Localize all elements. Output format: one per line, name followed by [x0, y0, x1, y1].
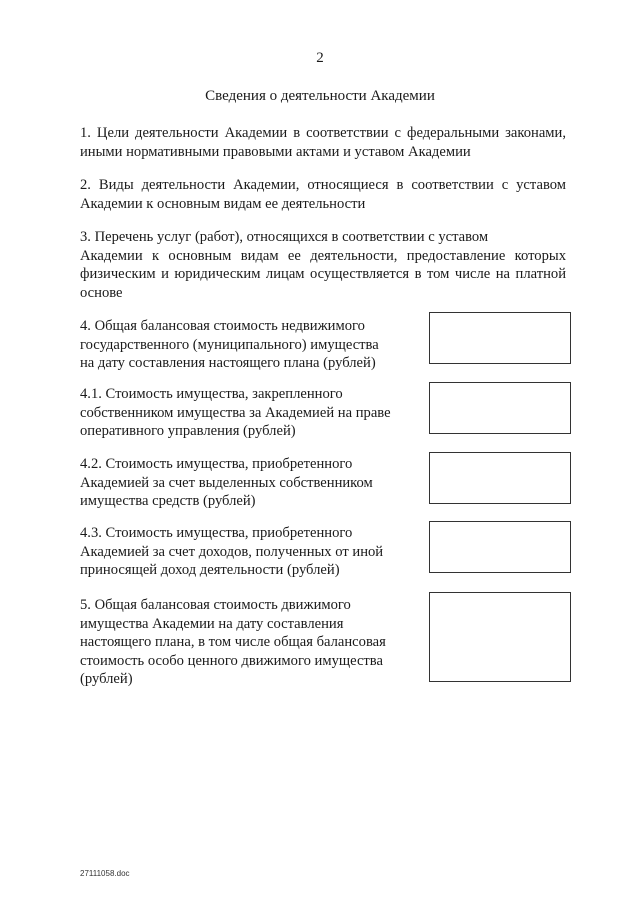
item-income-activity-value-line-2: Академией за счет доходов, полученных от иной [80, 543, 384, 560]
item-operational-management-value-line-2: собственником имущества за Академией на праве [80, 404, 391, 421]
item-income-activity-value [80, 524, 410, 580]
item-owner-funds-value-line-2: Академией за счет выделенных собственником [80, 474, 373, 491]
section-services [80, 228, 566, 302]
page-number: 2 [316, 50, 324, 66]
item-real-estate-value-line-1: 4. Общая балансовая стоимость недвижимого [80, 318, 365, 334]
section-activity-types-line-2-text: Академии к основным видам ее деятельности [80, 195, 366, 212]
section-services-line-4 [80, 284, 566, 303]
section-services-line-1: 3. Перечень услуг (работ), относящихся в соответствии с уставом [80, 229, 489, 245]
item-owner-funds-value [80, 455, 410, 511]
item-movable-property-value-line-2: имущества Академии на дату составления [80, 615, 344, 632]
income-activity-value-box[interactable] [429, 521, 571, 573]
item-owner-funds-value-line-1: 4.2. Стоимость имущества, приобретенного [80, 456, 353, 472]
item-movable-property-value-line-4: стоимость особо ценного движимого имущества [80, 652, 383, 669]
operational-management-value-box[interactable] [429, 382, 571, 434]
section-services-line-4-text: основе [80, 284, 123, 301]
section-goals [80, 124, 566, 161]
document-title: Сведения о деятельности Академии [205, 88, 435, 104]
item-movable-property-value-line-5: (рублей) [80, 671, 133, 687]
item-owner-funds-value-line-3: имущества средств (рублей) [80, 493, 256, 509]
document-filename: 27111058.doc [80, 869, 130, 878]
item-income-activity-value-line-3: приносящей доход деятельности (рублей) [80, 562, 340, 578]
section-services-line-2: Академии к основным видам ее деятельности, предоставление которых [80, 247, 566, 264]
item-real-estate-value [80, 317, 410, 373]
item-operational-management-value [80, 385, 410, 441]
item-operational-management-value-line-1: 4.1. Стоимость имущества, закрепленного [80, 386, 343, 402]
item-real-estate-value-line-3: на дату составления настоящего плана (рублей) [80, 355, 376, 371]
real-estate-value-box[interactable] [429, 312, 571, 364]
owner-funds-value-box[interactable] [429, 452, 571, 504]
section-goals-line-2-text: иными нормативными правовыми актами и уставом Академии [80, 143, 471, 160]
item-real-estate-value-line-2: государственного (муниципального) имущества [80, 336, 379, 353]
section-activity-types-line-1: 2. Виды деятельности Академии, относящиеся в соответствии с уставом [80, 177, 566, 193]
section-activity-types [80, 176, 566, 213]
section-activity-types-line-2 [80, 195, 566, 214]
movable-property-value-box[interactable] [429, 592, 571, 682]
item-movable-property-value [80, 596, 410, 689]
section-goals-line-1: 1. Цели деятельности Академии в соответствии с федеральными законами, [80, 125, 566, 141]
item-operational-management-value-line-3: оперативного управления (рублей) [80, 423, 296, 439]
section-services-line-3: физическим и юридическим лицам осуществляется в том числе на платной [80, 266, 566, 282]
section-goals-line-2 [80, 143, 566, 162]
item-movable-property-value-line-3: настоящего плана, в том числе общая балансовая [80, 634, 386, 650]
item-movable-property-value-line-1: 5. Общая балансовая стоимость движимого [80, 597, 351, 613]
item-income-activity-value-line-1: 4.3. Стоимость имущества, приобретенного [80, 525, 353, 541]
